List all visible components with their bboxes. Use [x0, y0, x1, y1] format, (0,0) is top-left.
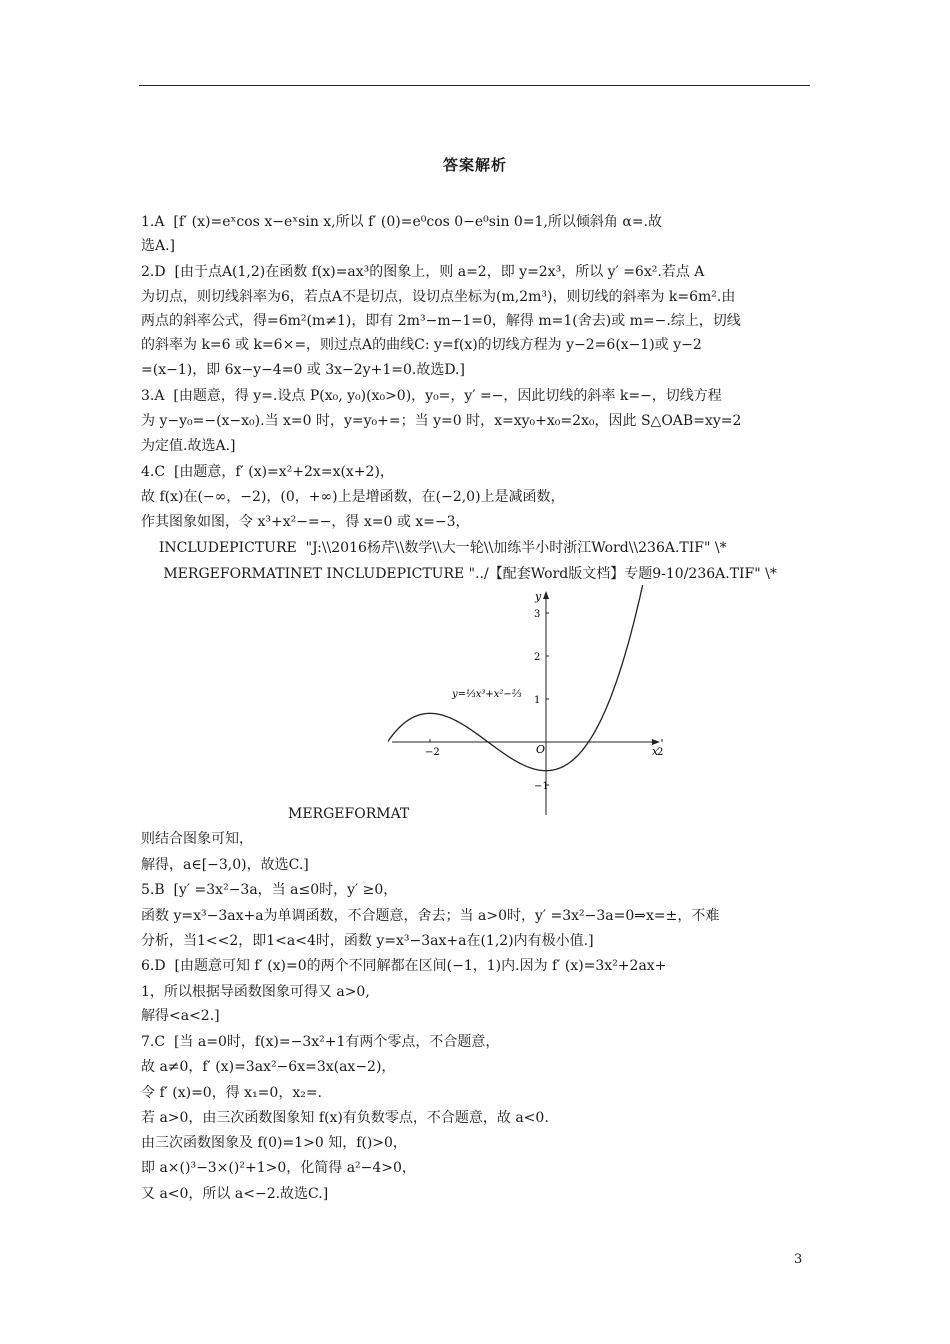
page-number: 3 [794, 1252, 803, 1267]
text-line: 5.B [y′ =3x²−3a，当 a≤0时，y′ ≥0， [141, 882, 398, 898]
y-tick-group [534, 609, 549, 792]
text-line: INCLUDEPICTURE "J:\\2016杨芹\\数学\\大一轮\\加练半小时浙江Word\\236A.TIF" \* [150, 540, 727, 556]
y-tick-label: 1 [534, 695, 541, 706]
text-line: 由三次函数图象及 f(0)=1>0 知，f()>0， [141, 1135, 407, 1151]
x-tick-label: −2 [425, 747, 440, 758]
text-line: 作其图象如图，令 x³+x²−=−，得 x=0 或 x=−3， [141, 514, 470, 530]
origin-label: O [536, 743, 546, 756]
text-line: MERGEFORMAT [288, 806, 410, 822]
text-line: 为定值.故选A.] [141, 438, 236, 454]
text-line: 解得<a<2.] [141, 1008, 220, 1024]
page-title: 答案解析 [442, 156, 507, 174]
cubic-function-graph [388, 585, 668, 815]
function-curve [388, 585, 664, 815]
text-line: 4.C [由题意，f′ (x)=x²+2x=x(x+2)， [141, 464, 394, 480]
y-axis-label: y [535, 590, 542, 603]
text-line: 的斜率为 k=6 或 k=6×=，则过点A的曲线C: y=f(x)的切线方程为 y−2=6(x−1)或 y−2 [141, 337, 702, 353]
text-line: 6.D [由题意可知 f′ (x)=0的两个不同解都在区间(−1，1)内.因为 f′ (x)=3x²+2ax+ [141, 958, 667, 974]
text-line: 两点的斜率公式，得=6m²(m≠1)，即有 2m³−m−1=0，解得 m=1(舍去)或 m=−.综上，切线 [141, 313, 741, 329]
text-line: 若 a>0，由三次函数图象知 f(x)有负数零点，不合题意，故 a<0. [141, 1110, 549, 1126]
text-line: 又 a<0，所以 a<−2.故选C.] [141, 1186, 329, 1202]
text-line: 1，所以根据导函数图象可得又 a>0, [141, 984, 370, 1000]
text-line: 函数 y=x³−3ax+a为单调函数，不合题意，舍去；当 a>0时，y′ =3x²−3a=0⇒x=±，不难 [141, 908, 720, 924]
text-line: 即 a×()³−3×()²+1>0，化简得 a²−4>0， [141, 1160, 416, 1176]
text-line: 为切点，则切线斜率为6，若点A不是切点，设切点坐标为(m,2m³)，则切线的斜率为 k=6m².由 [141, 289, 736, 305]
text-line: 1.A [f′ (x)=eˣcos x−eˣsin x,所以 f′ (0)=e⁰cos 0−e⁰sin 0=1,所以倾斜角 α=.故 [141, 214, 663, 230]
text-line: MERGEFORMATINET INCLUDEPICTURE "../【配套Word版文档】专题9-10/236A.TIF" \* [150, 566, 777, 582]
function-formula: y=⅓x³+x²−⅔ [452, 689, 522, 700]
text-line: 解得，a∈[−3,0)，故选C.] [141, 857, 309, 873]
text-line: 选A.] [141, 238, 176, 254]
text-line: 故 f(x)在(−∞，−2)，(0，+∞)上是增函数，在(−2,0)上是减函数， [141, 489, 565, 505]
text-line: 令 f′ (x)=0，得 x₁=0，x₂=. [141, 1085, 323, 1101]
text-line: 则结合图象可知， [141, 831, 253, 847]
text-line: 7.C [当 a=0时，f(x)=−3x²+1有两个零点，不合题意， [141, 1034, 500, 1050]
y-tick-label: −1 [534, 781, 549, 792]
x-tick-label: 2 [657, 747, 664, 758]
y-tick-label: 3 [534, 609, 541, 620]
x-axis-label: x [652, 745, 659, 758]
text-line: 分析，当1<<2，即1<a<4时，函数 y=x³−3ax+a在(1,2)内有极小值.] [141, 933, 594, 949]
text-line: 为 y−y₀=−(x−x₀).当 x=0 时，y=y₀+=；当 y=0 时，x=xy₀+x₀=2x₀，因此 S△OAB=xy=2 [141, 413, 742, 429]
text-line: 2.D [由于点A(1,2)在函数 f(x)=ax³的图象上，则 a=2，即 y=2x³，所以 y′ =6x².若点 A [141, 264, 705, 280]
y-tick-label: 2 [534, 652, 541, 663]
text-line: 故 a≠0，f′ (x)=3ax²−6x=3x(ax−2)， [141, 1059, 396, 1075]
text-line: =(x−1)，即 6x−y−4=0 或 3x−2y+1=0.故选D.] [141, 362, 465, 378]
y-axis-arrow [543, 591, 549, 599]
text-line: 3.A [由题意，得 y=.设点 P(x₀, y₀)(x₀>0)，y₀=，y′ =−，因此切线的斜率 k=−，切线方程 [141, 388, 722, 404]
header-rule [139, 85, 810, 86]
